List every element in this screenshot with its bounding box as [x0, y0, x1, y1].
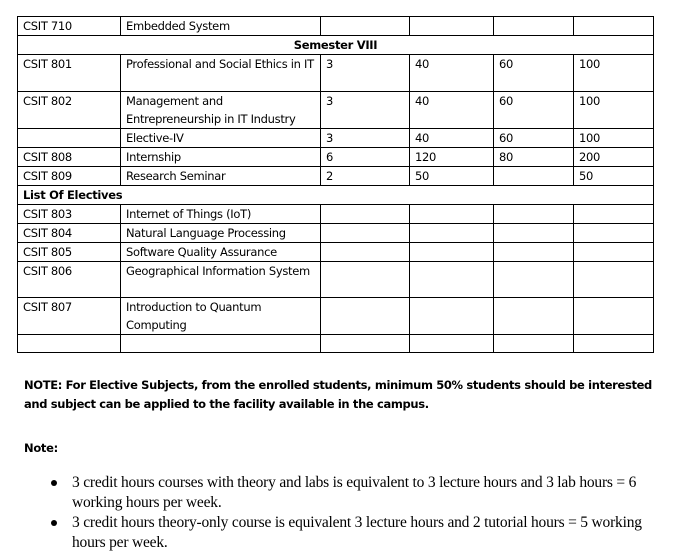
cell-credits	[321, 243, 410, 262]
cell-external	[494, 335, 574, 353]
cell-code: CSIT 803	[18, 205, 121, 224]
semester-label: Semester VIII	[18, 36, 654, 55]
cell-internal: 120	[410, 148, 494, 167]
cell-title: Geographical Information System	[121, 262, 321, 298]
cell-credits	[321, 298, 410, 335]
cell-internal	[410, 205, 494, 224]
cell-total	[574, 335, 654, 353]
course-table	[17, 16, 654, 353]
cell-code: CSIT 802	[18, 92, 121, 129]
cell-external: 80	[494, 148, 574, 167]
cell-internal	[410, 243, 494, 262]
cell-total: 200	[574, 148, 654, 167]
cell-external	[494, 298, 574, 335]
cell-code	[18, 129, 121, 148]
table-row	[18, 205, 654, 224]
cell-title: Elective-IV	[121, 129, 321, 148]
cell-external	[494, 167, 574, 186]
table-row	[18, 92, 654, 129]
cell-internal: 40	[410, 92, 494, 129]
cell-total	[574, 224, 654, 243]
cell-credits: 3	[321, 92, 410, 129]
table-row	[18, 129, 654, 148]
cell-credits	[321, 205, 410, 224]
cell-total: 100	[574, 129, 654, 148]
cell-total: 100	[574, 92, 654, 129]
section-label: List Of Electives	[18, 186, 654, 205]
cell-internal: 50	[410, 167, 494, 186]
cell-external	[494, 205, 574, 224]
table-row	[18, 262, 654, 298]
cell-credits	[321, 224, 410, 243]
cell-internal	[410, 17, 494, 36]
bullet-icon	[51, 520, 57, 526]
semester-header-row	[18, 36, 654, 55]
cell-title: Introduction to Quantum Computing	[121, 298, 321, 335]
cell-code: CSIT 805	[18, 243, 121, 262]
cell-external	[494, 262, 574, 298]
table-row	[18, 55, 654, 92]
cell-internal	[410, 224, 494, 243]
section-header-row	[18, 186, 654, 205]
cell-total: 100	[574, 55, 654, 92]
cell-code: CSIT 710	[18, 17, 121, 36]
cell-credits: 6	[321, 148, 410, 167]
cell-title: Research Seminar	[121, 167, 321, 186]
cell-credits: 3	[321, 55, 410, 92]
course-table-body	[18, 17, 654, 353]
cell-title	[121, 335, 321, 353]
note-label: Note:	[24, 441, 58, 455]
cell-total	[574, 17, 654, 36]
cell-total: 50	[574, 167, 654, 186]
cell-credits	[321, 262, 410, 298]
table-row	[18, 167, 654, 186]
cell-code: CSIT 804	[18, 224, 121, 243]
note-bullet-list	[50, 473, 650, 553]
elective-note: NOTE: For Elective Subjects, from the enrolled students, minimum 50% students should be interested and subject can be applied to the facility available in the campus.	[24, 378, 652, 411]
cell-credits: 3	[321, 129, 410, 148]
cell-external: 60	[494, 129, 574, 148]
cell-internal: 40	[410, 129, 494, 148]
cell-external	[494, 17, 574, 36]
cell-external: 60	[494, 55, 574, 92]
note-bullet	[50, 473, 650, 512]
cell-internal	[410, 335, 494, 353]
table-row	[18, 335, 654, 353]
cell-title: Embedded System	[121, 17, 321, 36]
cell-total	[574, 205, 654, 224]
cell-code: CSIT 806	[18, 262, 121, 298]
cell-total	[574, 298, 654, 335]
cell-internal: 40	[410, 55, 494, 92]
cell-internal	[410, 298, 494, 335]
note-bullet-text: 3 credit hours courses with theory and labs is equivalent to 3 lecture hours and 3 lab hours = 6 working hours per week.	[72, 474, 637, 511]
table-row	[18, 298, 654, 335]
note-bullet-text: 3 credit hours theory-only course is equivalent 3 lecture hours and 2 tutorial hours = 5 working hours per week.	[72, 514, 642, 551]
table-row	[18, 17, 654, 36]
cell-title: Professional and Social Ethics in IT	[121, 55, 321, 92]
cell-title: Internet of Things (IoT)	[121, 205, 321, 224]
cell-title: Internship	[121, 148, 321, 167]
table-row	[18, 224, 654, 243]
table-row	[18, 148, 654, 167]
cell-internal	[410, 262, 494, 298]
cell-code: CSIT 809	[18, 167, 121, 186]
cell-code: CSIT 801	[18, 55, 121, 92]
bullet-icon	[51, 480, 57, 486]
cell-code	[18, 335, 121, 353]
cell-credits	[321, 335, 410, 353]
cell-title: Software Quality Assurance	[121, 243, 321, 262]
cell-total	[574, 243, 654, 262]
cell-code: CSIT 808	[18, 148, 121, 167]
cell-total	[574, 262, 654, 298]
cell-code: CSIT 807	[18, 298, 121, 335]
cell-credits	[321, 17, 410, 36]
cell-external	[494, 224, 574, 243]
cell-title: Natural Language Processing	[121, 224, 321, 243]
note-bullet	[50, 513, 650, 552]
cell-credits: 2	[321, 167, 410, 186]
table-row	[18, 243, 654, 262]
cell-title: Management and Entrepreneurship in IT Industry	[121, 92, 321, 129]
cell-external: 60	[494, 92, 574, 129]
cell-external	[494, 243, 574, 262]
